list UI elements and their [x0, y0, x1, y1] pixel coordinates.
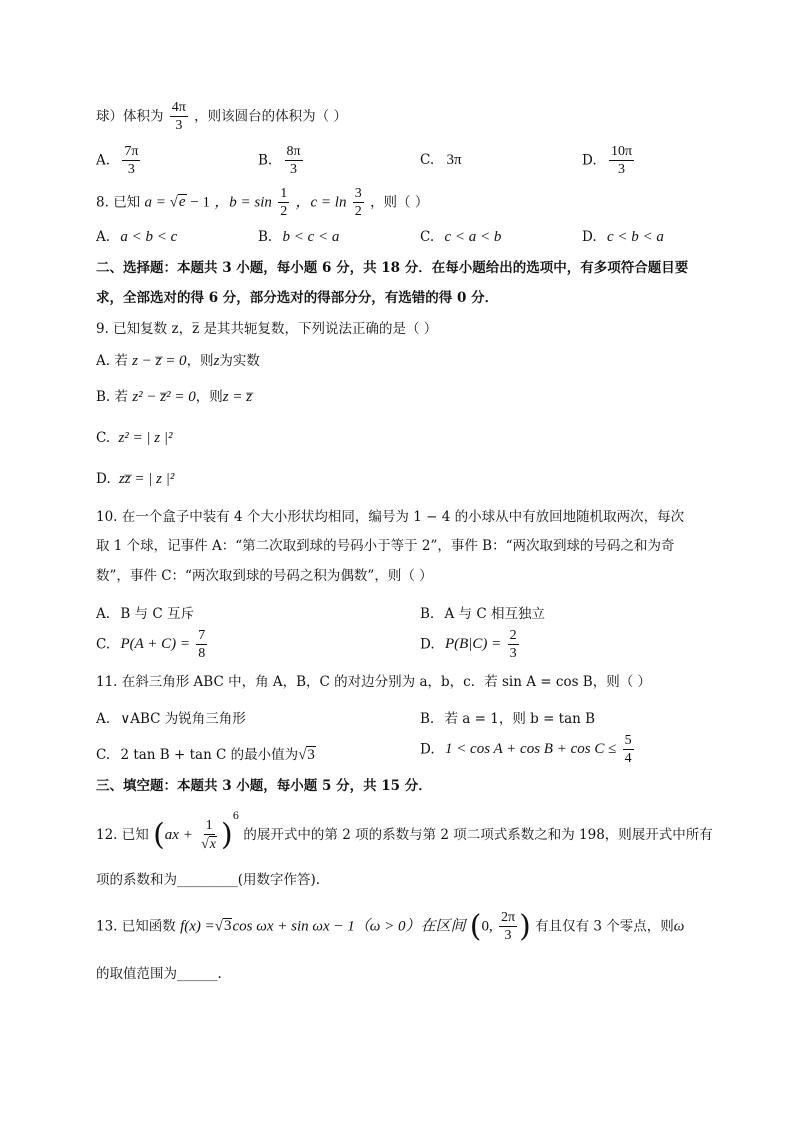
q10-stem-line2: 取 1 个球，记事件 A：“第二次取到球的号码小于等于 2”，事件 B：“两次取到球的号码之和为奇: [96, 538, 675, 554]
q13-stem-line1: 13. 已知函数 f(x) =√3cos ωx + sin ωx − 1（ω > 0）在区间 (0, $\frac{2\pi}{3}$ ) 有且仅有 3 个零点，则ω: [96, 908, 685, 944]
q10-stem-line3: 数”，事件 C：“两次取到球的号码之积为偶数”，则（ ）: [96, 568, 433, 584]
q10-option-a: A. B 与 C 互斥: [96, 606, 194, 622]
q7-option-a: A. $\frac{7\pi}{3}$: [96, 144, 139, 178]
q9-option-d: D. zz̅ = | z |²: [96, 471, 175, 487]
q8-stem: 8. 已知 a = √e − 1 ，b = sin $\frac{1}{2}$ ，c = ln $\frac{3}{2}$ ，则（ ）: [96, 186, 429, 220]
q9-option-b: B. 若 z² − z̅² = 0，则z = z̅: [96, 389, 253, 405]
q7-stem-tail: [96, 100, 347, 134]
q7-volume-fraction: $\frac{4\pi}{3}$: [171, 100, 186, 134]
q8-option-d: D. c < b < a: [582, 229, 664, 245]
q9-option-a: A. 若 z − z̅ = 0，则z为实数: [96, 353, 260, 369]
section-2-heading-line1: 二、选择题：本题共 3 小题，每小题 6 分，共 18 分．在每小题给出的选项中，有多项符合题目要: [96, 260, 689, 276]
q11-stem: 11. 在斜三角形 ABC 中，角 A，B，C 的对边分别为 a，b，c．若 sin A = cos B，则（ ）: [96, 674, 652, 690]
q11-option-c: C. 2 tan B + tan C 的最小值为√3: [96, 747, 315, 763]
q9-stem: 9. 已知复数 z，z̅ 是其共轭复数，下列说法正确的是（ ）: [96, 321, 438, 337]
q11-option-d: D. 1 < cos A + cos B + cos C ≤ $\frac{5}{4}$: [420, 733, 632, 767]
q11-option-b: B. 若 a = 1，则 b = tan B: [420, 711, 596, 727]
q7-option-b: B. $\frac{8\pi}{3}$: [258, 144, 301, 178]
q8-option-b: B. b < c < a: [258, 229, 340, 245]
q7-text-b: ，则该圆台的体积为（ ）: [194, 108, 347, 125]
section-3-heading: 三、填空题：本题共 3 小题，每小题 5 分，共 15 分．: [96, 778, 432, 794]
q12-stem-line1: 12. 已知 (ax + $\frac{1}{√x}$ )$^6$ 的展开式中的第 2 项的系数与第 2 项二项式系数之和为 198，则展开式中所有: [96, 811, 713, 853]
q13-stem-line2: 的取值范围为______.: [96, 966, 222, 982]
q9-option-c: C. z² = | z |²: [96, 430, 173, 446]
q8-option-a: A. a < b < c: [96, 229, 178, 245]
q10-stem-line1: 10. 在一个盒子中装有 4 个大小形状均相同，编号为 1 − 4 的小球从中有放回地随机取两次，每次: [96, 509, 685, 525]
q10-option-c: C. P(A + C) = $\frac{7}{8}$: [96, 628, 206, 662]
q7-option-d: D. $\frac{10\pi}{3}$: [582, 144, 633, 178]
q11-option-a: A. ∨ABC 为锐角三角形: [96, 711, 246, 727]
q10-option-d: D. P(B|C) = $\frac{2}{3}$: [420, 628, 517, 662]
q7-text-a: 球）体积为: [96, 108, 164, 125]
q10-option-b: B. A 与 C 相互独立: [420, 606, 545, 622]
section-2-heading-line2: 求，全部选对的得 6 分，部分选对的得部分分，有选错的得 0 分．: [96, 290, 499, 306]
q12-stem-line2: 项的系数和为_________(用数字作答).: [96, 872, 321, 888]
q7-option-c: C. 3π: [420, 152, 462, 168]
q8-option-c: C. c < a < b: [420, 229, 502, 245]
